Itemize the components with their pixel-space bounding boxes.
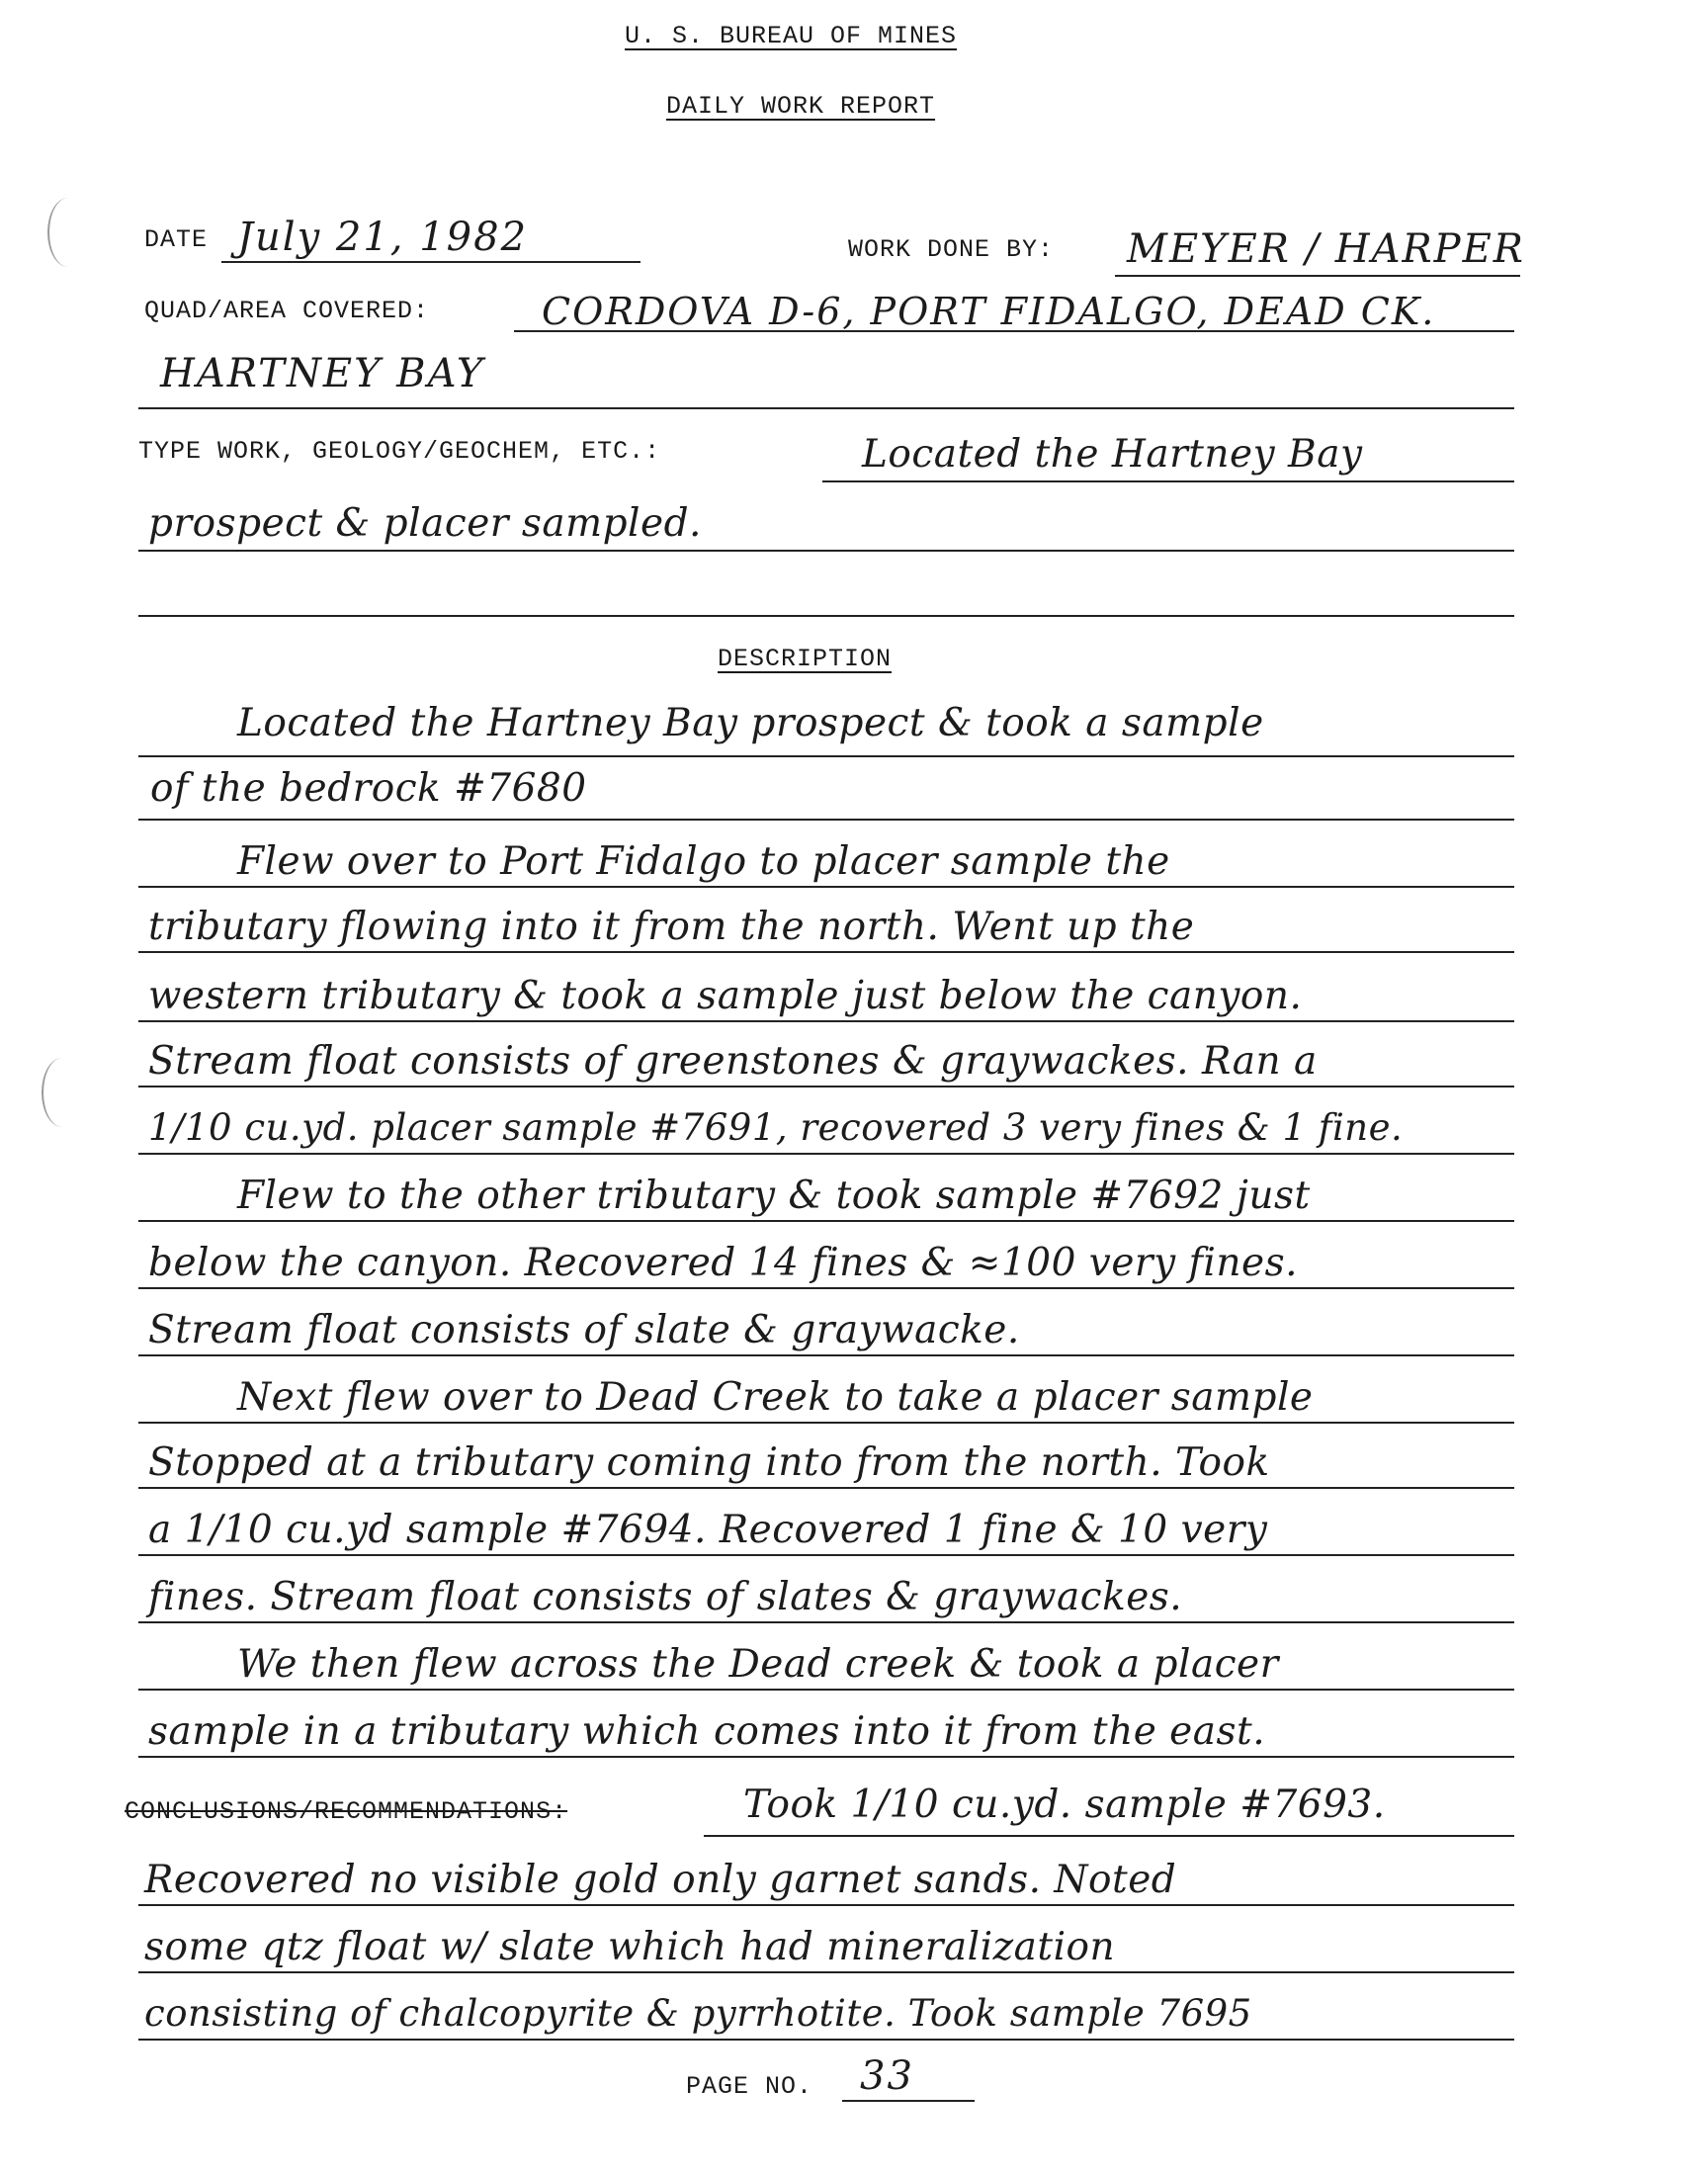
page-number-rule xyxy=(842,2100,975,2102)
desc-line-10: Next flew over to Dead Creek to take a placer sample xyxy=(237,1375,1314,1420)
work-done-by-rule xyxy=(1115,275,1520,277)
quad-area-value-1: CORDOVA D-6, PORT FIDALGO, DEAD CK. xyxy=(542,290,1436,333)
date-value: July 21, 1982 xyxy=(237,215,529,260)
type-work-rule-1 xyxy=(822,480,1514,482)
type-work-rule-2 xyxy=(138,550,1514,552)
desc-rule-9 xyxy=(138,1354,1514,1356)
quad-area-rule-2 xyxy=(138,407,1514,409)
work-done-by-label: WORK DONE BY: xyxy=(848,235,1055,264)
desc-rule-3 xyxy=(138,951,1514,953)
date-rule xyxy=(221,261,640,263)
desc-rule-0 xyxy=(138,755,1514,757)
desc-rule-6 xyxy=(138,1153,1514,1155)
desc-rule-4 xyxy=(138,1020,1514,1022)
desc-line-4: western tributary & took a sample just below the canyon. xyxy=(148,974,1303,1018)
conclusions-label: CONCLUSIONS/RECOMMENDATIONS: xyxy=(125,1797,568,1826)
desc-line-7: Flew to the other tributary & took sample #7692 just xyxy=(237,1174,1311,1218)
desc-rule-13 xyxy=(138,1621,1514,1623)
work-done-by-value: MEYER / HARPER xyxy=(1127,226,1525,272)
desc-rule-2 xyxy=(138,886,1514,888)
desc-line-0: Located the Hartney Bay prospect & took a sample xyxy=(237,701,1264,745)
desc-rule-14 xyxy=(138,1689,1514,1691)
quad-area-label: QUAD/AREA COVERED: xyxy=(144,297,430,325)
desc-line-12: a 1/10 cu.yd sample #7694. Recovered 1 fine & 10 very xyxy=(148,1508,1268,1552)
desc-line-3: tributary flowing into it from the north. Went up the xyxy=(148,905,1195,949)
page-number-value: 33 xyxy=(860,2053,914,2099)
concl-rule-1 xyxy=(138,1904,1514,1906)
type-work-value-1: Located the Hartney Bay xyxy=(862,432,1363,477)
desc-line-13: fines. Stream float consists of slates & graywackes. xyxy=(148,1575,1183,1619)
concl-line-0: Took 1/10 cu.yd. sample #7693. xyxy=(743,1783,1386,1827)
punch-hole-middle xyxy=(42,1058,83,1127)
desc-line-11: Stopped at a tributary coming into from the north. Took xyxy=(148,1440,1270,1485)
punch-hole-top xyxy=(47,198,89,267)
type-work-value-2: prospect & placer sampled. xyxy=(148,501,702,546)
concl-line-1: Recovered no visible gold only garnet sands. Noted xyxy=(144,1858,1177,1902)
type-work-label: TYPE WORK, GEOLOGY/GEOCHEM, ETC.: xyxy=(138,437,661,466)
desc-rule-15 xyxy=(138,1756,1514,1758)
desc-line-5: Stream float consists of greenstones & graywackes. Ran a xyxy=(148,1039,1318,1084)
concl-line-3: consisting of chalcopyrite & pyrrhotite. Took sample 7695 xyxy=(144,1992,1252,2035)
desc-line-15: sample in a tributary which comes into it from the east. xyxy=(148,1709,1266,1754)
concl-rule-0 xyxy=(704,1835,1514,1837)
desc-rule-1 xyxy=(138,819,1514,821)
desc-rule-11 xyxy=(138,1487,1514,1489)
desc-line-6: 1/10 cu.yd. placer sample #7691, recovered 3 very fines & 1 fine. xyxy=(148,1106,1404,1149)
desc-line-8: below the canyon. Recovered 14 fines & ≈100 very fines. xyxy=(148,1241,1299,1285)
desc-line-14: We then flew across the Dead creek & took a placer xyxy=(237,1642,1279,1687)
desc-rule-5 xyxy=(138,1086,1514,1088)
concl-line-2: some qtz float w/ slate which had mineralization xyxy=(144,1925,1116,1969)
desc-line-1: of the bedrock #7680 xyxy=(150,766,587,811)
concl-rule-2 xyxy=(138,1971,1514,1973)
desc-rule-7 xyxy=(138,1220,1514,1222)
desc-line-2: Flew over to Port Fidalgo to placer sample the xyxy=(237,839,1170,884)
page-number-label: PAGE NO. xyxy=(686,2072,813,2101)
agency-title: U. S. BUREAU OF MINES xyxy=(625,22,958,50)
type-work-rule-3 xyxy=(138,615,1514,617)
quad-area-value-2: HARTNEY BAY xyxy=(160,351,485,396)
concl-rule-3 xyxy=(138,2039,1514,2041)
desc-rule-12 xyxy=(138,1554,1514,1556)
desc-rule-10 xyxy=(138,1422,1514,1424)
desc-line-9: Stream float consists of slate & graywacke. xyxy=(148,1308,1020,1352)
desc-rule-8 xyxy=(138,1287,1514,1289)
report-title: DAILY WORK REPORT xyxy=(666,92,936,121)
date-label: DATE xyxy=(144,225,209,254)
description-heading: DESCRIPTION xyxy=(718,645,893,673)
